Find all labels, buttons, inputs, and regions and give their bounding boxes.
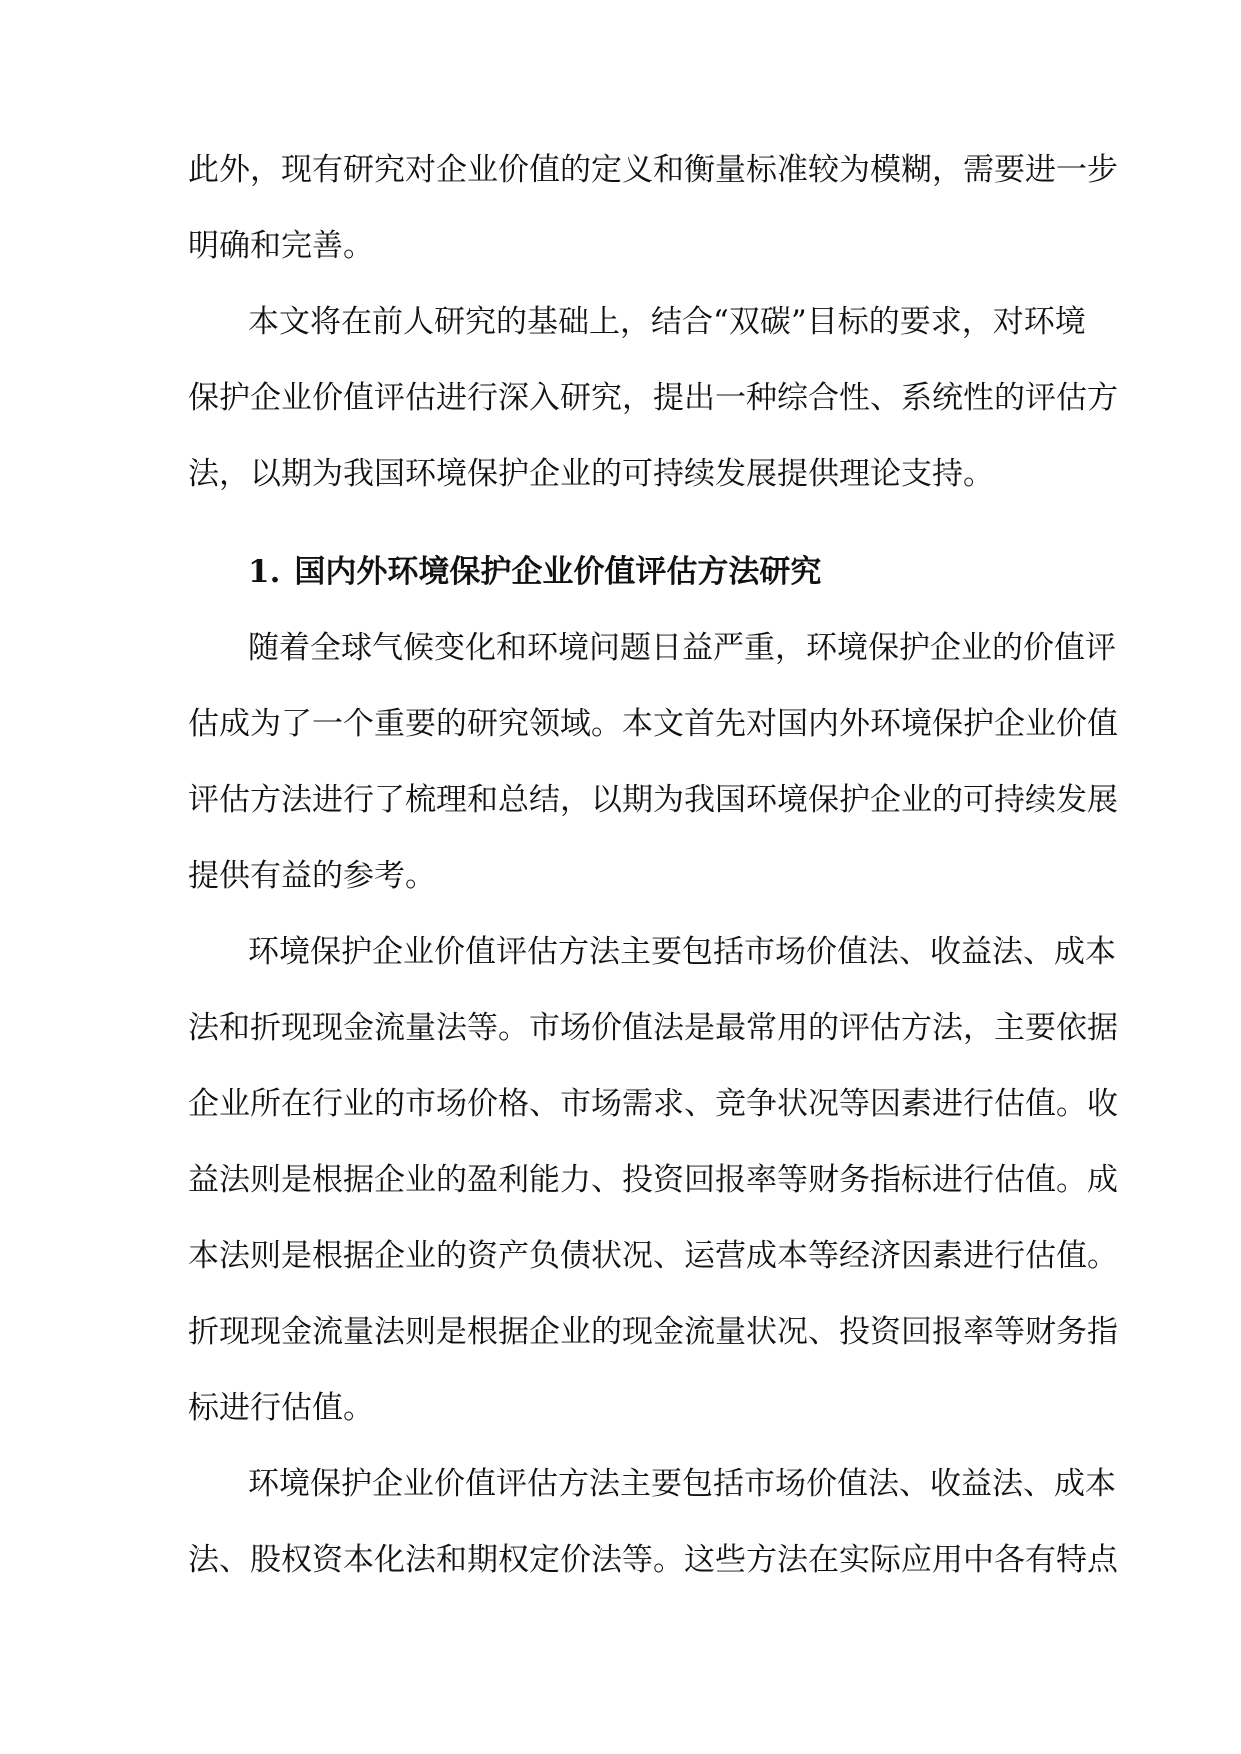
paragraph-methods-one xyxy=(188,922,1118,1454)
paragraph-methods-two xyxy=(188,1454,1118,1606)
text-line: 企业所在行业的市场价格、市场需求、竞争状况等因素进行估值。收 xyxy=(188,1086,1118,1122)
text-line: 环境保护企业价值评估方法主要包括市场价值法、收益法、成本 xyxy=(248,934,1116,970)
text-line: 估成为了一个重要的研究领域。本文首先对国内外环境保护企业价值 xyxy=(188,706,1118,742)
text-line: 折现现金流量法则是根据企业的现金流量状况、投资回报率等财务指 xyxy=(188,1314,1118,1350)
text-line: 保护企业价值评估进行深入研究，提出一种综合性、系统性的评估方 xyxy=(188,380,1118,416)
paragraph-aim xyxy=(188,292,1118,520)
text-line: 本法则是根据企业的资产负债状况、运营成本等经济因素进行估值。 xyxy=(188,1238,1118,1274)
text-line: 法和折现现金流量法等。市场价值法是最常用的评估方法，主要依据 xyxy=(188,1010,1118,1046)
text-line: 此外，现有研究对企业价值的定义和衡量标准较为模糊，需要进一步 xyxy=(188,152,1118,188)
text-line: 法，以期为我国环境保护企业的可持续发展提供理论支持。 xyxy=(188,456,994,492)
section-heading xyxy=(188,542,1058,618)
paragraph-background xyxy=(188,618,1118,922)
text-line: 明确和完善。 xyxy=(188,228,374,264)
section-number: 1. xyxy=(248,554,281,590)
text-line: 随着全球气候变化和环境问题日益严重，环境保护企业的价值评 xyxy=(248,630,1116,666)
text-line: 环境保护企业价值评估方法主要包括市场价值法、收益法、成本 xyxy=(248,1466,1116,1502)
text-line: 本文将在前人研究的基础上，结合“双碳”目标的要求，对环境 xyxy=(248,304,1086,340)
paragraph-intro-end xyxy=(188,140,1118,292)
text-line: 益法则是根据企业的盈利能力、投资回报率等财务指标进行估值。成 xyxy=(188,1162,1118,1198)
text-line: 评估方法进行了梳理和总结，以期为我国环境保护企业的可持续发展 xyxy=(188,782,1118,818)
document-body xyxy=(188,140,1118,1606)
text-line: 标进行估值。 xyxy=(188,1390,374,1426)
text-line: 法、股权资本化法和期权定价法等。这些方法在实际应用中各有特点 xyxy=(188,1542,1118,1578)
text-line: 提供有益的参考。 xyxy=(188,858,436,894)
section-title: 国内外环境保护企业价值评估方法研究 xyxy=(294,554,822,590)
